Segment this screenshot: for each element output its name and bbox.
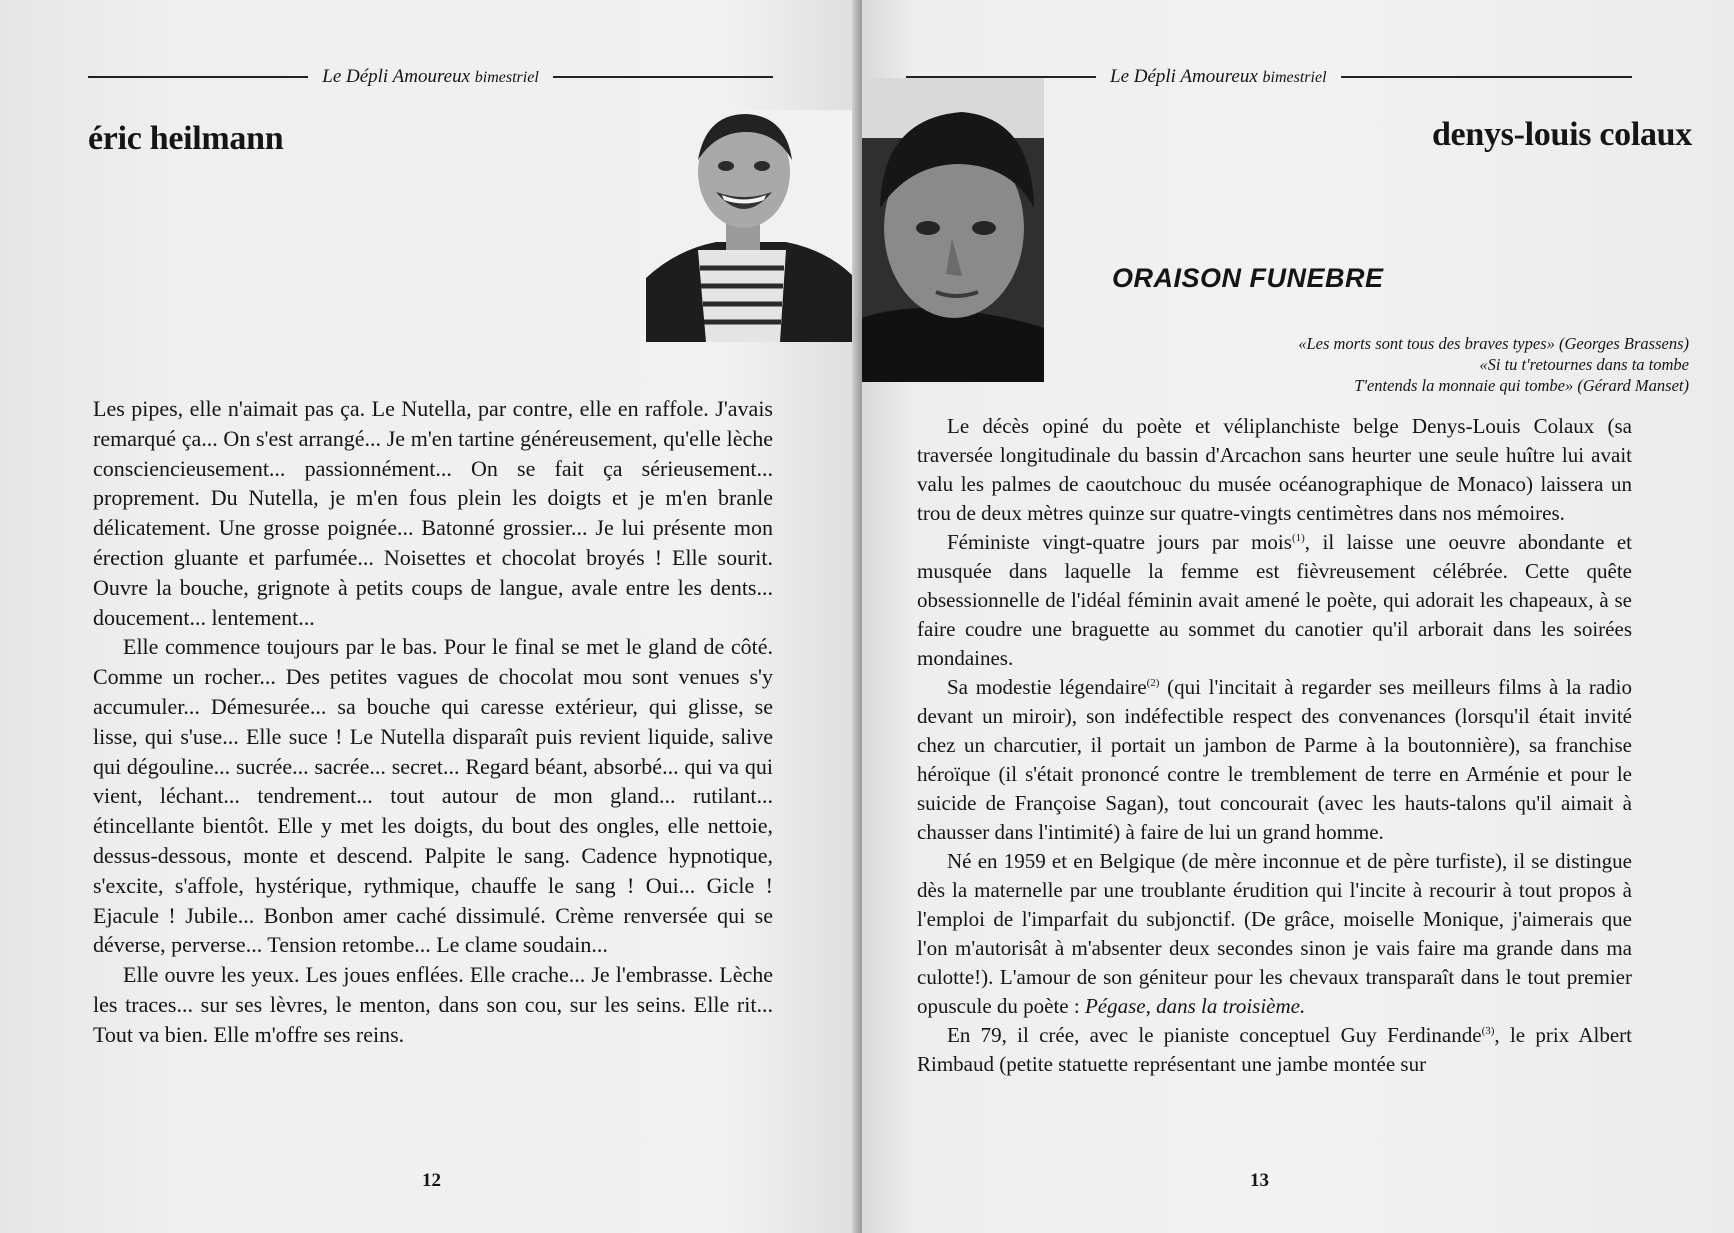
- paragraph: Elle ouvre les yeux. Les joues enflées. Elle crache... Je l'embrasse. Lèche les traces... sur ses lèvres, le menton, dans son cou, sur les seins. Elle rit... Tout va bien. Elle m'offre ses reins.: [93, 962, 773, 1047]
- author-name: denys-louis colaux: [1431, 116, 1692, 153]
- footnote-marker: (3): [1481, 1025, 1495, 1037]
- header-rule: [553, 76, 773, 78]
- header-rule: [88, 76, 308, 78]
- paragraph: En 79, il crée, avec le pianiste conceptuel Guy Ferdinande$^{(3)}$, le prix Albert Rimbaud (petite statuette représentant une jambe montée sur: [917, 1023, 1632, 1076]
- magazine-title: Le Dépli Amoureux bimestriel: [322, 66, 539, 87]
- header-rule: [1341, 76, 1632, 78]
- paragraph: Féministe vingt-quatre jours par mois$^{(1)}$, il laisse une oeuvre abondante et musquée dans laquelle la femme est fièvreusement célébrée. Cette quête obsessionnelle de l'idéal féminin avait amené le poète, qui adorait les chapeaux, à se faire coudre une braguette au sommet du canotier qu'il arborait dans les soirées mondaines.: [917, 530, 1633, 670]
- article-body: [917, 412, 1632, 1079]
- paragraph: Elle commence toujours par le bas. Pour le final se met le gland de côté. Comme un rocher... Des petites vagues de chocolat mou sont venues s'y accumuler... Démesurée... sa bouche qui caresse extérieur, qui glisse, se lisse, qui s'use... Elle suce ! Le Nutella disparaît puis revient liquide, salive qui dégouline... sucrée... sacrée... secret... Regard béant, absorbé... qui va qui vient, léchant... tendrement... tout autour de mon gland... rutilant... étincellante bientôt. Elle y met les doigts, du bout des ongles, elle nettoie, dessus-dessous, monte et descend. Palpite le sang. Cadence hypnotique, s'excite, s'affole, hystérique, rythmique, chauffe le sang ! Oui... Gicle ! Ejacule ! Jubile... Bonbon amer caché dissimulé. Crème renversée qui se déverse, perverse... Tension retombe... Le clame soudain...: [93, 634, 773, 958]
- author-photo: [862, 78, 1044, 382]
- left-page: [0, 0, 860, 1233]
- author-photo: [646, 110, 852, 342]
- paragraph: Né en 1959 et en Belgique (de mère inconnue et de père turfiste), il se distingue dès la maternelle par une troublante érudition qui l'incite à recourir à tout propos à l'emploi de l'imparfait du subjonctif. (De grâce, moiselle Monique, j'aimerais que l'on m'autorisât à m'absenter deux secondes sinon je vais faire ma grande dans ma culotte!). L'amour de son géniteur pour les chevaux transparaît dans le tout premier opuscule du poète : Pégase, dans la troisième.: [917, 849, 1632, 1018]
- epigraph-line: «Les morts sont tous des braves types» (Georges Brassens): [1298, 334, 1689, 353]
- paragraph: Le décès opiné du poète et véliplanchiste belge Denys-Louis Colaux (sa traversée longitudinale du bassin d'Arcachon sans heurter une seule huître lui avait valu les palmes de caoutchouc du musée océanographique de Monaco) laissera un trou de deux mètres quinze sur quatre-vingts centimètres dans nos mémoires.: [917, 414, 1632, 525]
- epigraph-line: T'entends la monnaie qui tombe» (Gérard Manset): [1354, 376, 1689, 395]
- epigraph: [1298, 333, 1689, 396]
- page-number: 12: [422, 1170, 441, 1191]
- page-number: 13: [1250, 1170, 1269, 1191]
- paragraph: Sa modestie légendaire$^{(2)}$ (qui l'incitait à regarder ses meilleurs films à la radio devant un miroir), son indéfectible respect des convenances (lorsqu'il était invité chez un charcutier, il portait un jambon de Parme à la boutonnière), sa franchise héroïque (il s'était prononcé contre le tremblement de terre en Arménie et pour le suicide de Françoise Sagan), tout concourait (avec les hauts-talons qu'il aimait à chausser dans l'intimité) à faire de lui un grand homme.: [917, 675, 1632, 844]
- footnote-marker: (2): [1146, 677, 1160, 689]
- paragraph: Les pipes, elle n'aimait pas ça. Le Nutella, par contre, elle en raffole. J'avais remarqué ça... On s'est arrangé... Je m'en tartine généreusement, qu'elle lèche consciencieusement... passionnément... On se fait ça sérieusement... proprement. Du Nutella, je m'en fous plein les doigts et je m'en branle délicatement. Une grosse poignée... Batonné grossier... Je lui présente mon érection gluante et parfumée... Noisettes et chocolat broyés ! Elle sourit. Ouvre la bouche, grignote à petits coups de langue, avale entre les dents... doucement... lentement...: [93, 396, 773, 630]
- article-body: [93, 394, 773, 1050]
- article-title: ORAISON FUNEBRE: [1112, 263, 1384, 293]
- footnote-marker: (1): [1291, 532, 1305, 544]
- author-name: éric heilmann: [88, 120, 284, 157]
- running-head: [88, 66, 773, 88]
- book-title: Pégase, dans la troisième.: [1084, 994, 1306, 1018]
- magazine-title: Le Dépli Amoureux bimestriel: [1110, 66, 1327, 87]
- epigraph-line: «Si tu t'retournes dans ta tombe: [1479, 355, 1689, 374]
- right-page: [862, 0, 1734, 1233]
